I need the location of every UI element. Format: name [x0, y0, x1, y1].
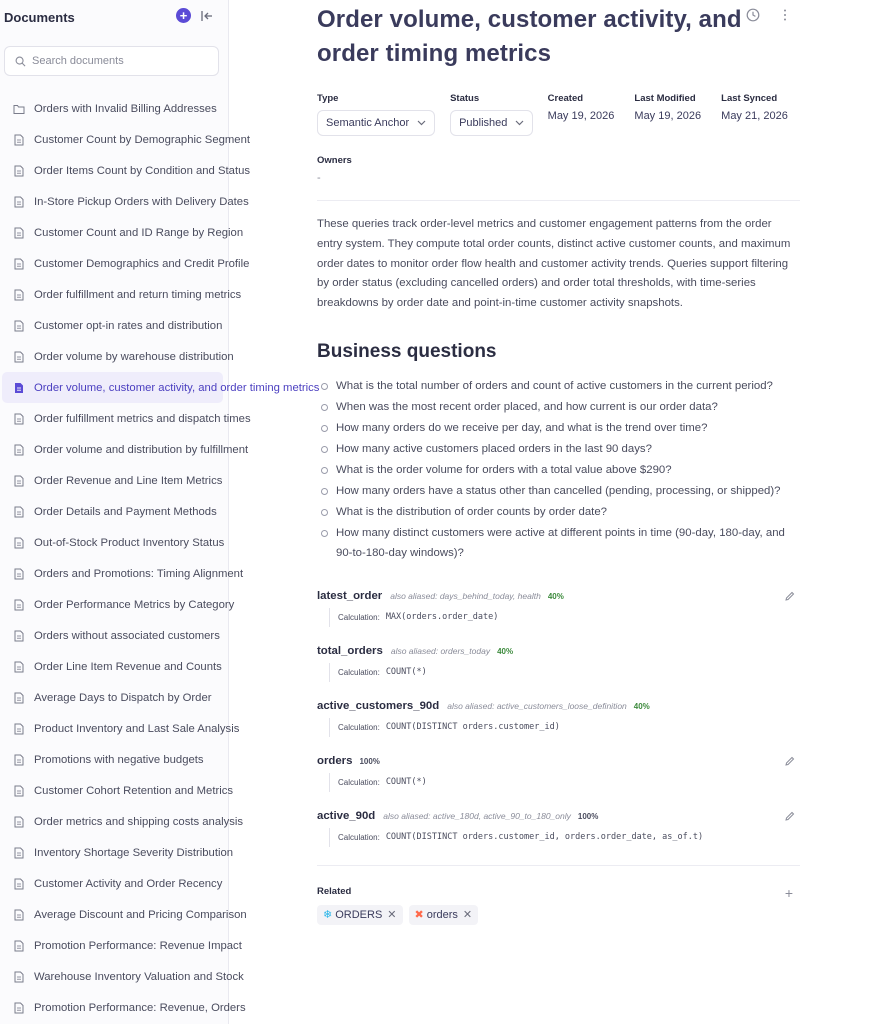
sidebar-item-label: Order Line Item Revenue and Counts — [34, 660, 222, 673]
business-question: What is the distribution of order counts by order date? — [335, 502, 800, 522]
sidebar-item[interactable] — [2, 93, 223, 124]
document-icon — [13, 847, 25, 859]
sidebar-item-label: Customer Cohort Retention and Metrics — [34, 784, 234, 797]
related-tag[interactable] — [409, 905, 479, 925]
metric-alias: also aliased: active_customers_loose_definition — [447, 700, 627, 711]
metric-calculation — [329, 663, 800, 682]
chevron-down-icon — [515, 120, 524, 126]
sidebar-item-label: Order volume and distribution by fulfillment — [34, 443, 249, 456]
metric-orders — [317, 755, 800, 792]
sidebar-item[interactable] — [2, 403, 251, 434]
document-icon — [13, 630, 25, 642]
search-box[interactable] — [4, 46, 219, 76]
sidebar-item-label: Customer Count by Demographic Segment — [34, 133, 250, 146]
synced-value: May 21, 2026 — [721, 110, 788, 122]
sidebar-item-label: Order metrics and shipping costs analysis — [34, 815, 244, 828]
metric-name[interactable]: active_90d — [317, 809, 376, 822]
sidebar-item[interactable] — [2, 744, 223, 775]
add-related-button[interactable]: + — [784, 884, 793, 901]
document-icon — [13, 723, 25, 735]
remove-tag-icon[interactable]: ✕ — [387, 909, 397, 922]
main-content — [241, 0, 872, 1024]
sidebar-item[interactable] — [2, 434, 249, 465]
calculation-label: Calculation: — [338, 777, 380, 787]
metadata-row — [317, 93, 800, 136]
document-icon — [13, 289, 25, 301]
sidebar-item[interactable] — [2, 372, 320, 403]
related-tags — [317, 905, 800, 925]
sidebar-item[interactable] — [2, 155, 251, 186]
document-icon — [13, 568, 25, 580]
sidebar-item-label: Customer Activity and Order Recency — [34, 877, 223, 890]
calculation-label: Calculation: — [338, 667, 380, 677]
metric-name[interactable]: latest_order — [317, 589, 383, 602]
metric-name[interactable]: orders — [317, 754, 353, 767]
sidebar-item[interactable] — [2, 186, 249, 217]
sidebar-item[interactable] — [2, 930, 242, 961]
sidebar-item-label: Product Inventory and Last Sale Analysis — [34, 722, 240, 735]
document-list — [0, 93, 320, 1023]
sidebar-title: Documents — [4, 9, 75, 25]
owners-field — [317, 155, 800, 184]
metric-calculation — [329, 773, 800, 792]
metric-confidence: 40% — [633, 701, 650, 711]
document-body — [317, 0, 800, 925]
document-icon — [13, 134, 25, 146]
sidebar-item-label: Order Revenue and Line Item Metrics — [34, 474, 223, 487]
sidebar-item-label: In-Store Pickup Orders with Delivery Dates — [34, 195, 249, 208]
modified-value: May 19, 2026 — [634, 110, 702, 122]
synced-label: Last Synced — [721, 93, 778, 104]
sidebar-item-label: Orders and Promotions: Timing Alignment — [34, 567, 244, 580]
remove-tag-icon[interactable]: ✕ — [462, 909, 473, 922]
collapse-sidebar-icon[interactable] — [200, 9, 214, 23]
sidebar-item-label: Out-of-Stock Product Inventory Status — [34, 536, 225, 549]
document-icon — [13, 320, 25, 332]
created-value: May 19, 2026 — [547, 110, 615, 122]
edit-pencil-icon[interactable] — [784, 811, 795, 822]
sidebar — [0, 0, 320, 1024]
metric-calculation — [329, 608, 800, 627]
metric-alias: also aliased: orders_today — [390, 645, 491, 656]
metric-total-orders — [317, 645, 800, 682]
document-icon — [13, 351, 25, 363]
sidebar-item[interactable] — [2, 620, 223, 651]
type-field — [317, 93, 450, 136]
sidebar-item-label: Order volume by warehouse distribution — [34, 350, 234, 363]
document-icon — [13, 165, 25, 177]
calculation-label: Calculation: — [338, 722, 380, 732]
edit-pencil-icon[interactable] — [784, 756, 795, 767]
business-question: How many distinct customers were active at different points in time (90-day, 180-day, and 90-to-180-day windows)? — [335, 523, 800, 563]
created-field — [548, 93, 635, 136]
document-icon — [13, 506, 25, 518]
metric-active-customers-90d — [317, 700, 800, 737]
dbt-icon: ✖ — [414, 909, 424, 922]
status-label: Status — [450, 93, 480, 104]
document-icon — [13, 878, 25, 890]
sidebar-item[interactable] — [2, 899, 247, 930]
description: These queries track order-level metrics and customer engagement patterns from the order entry system. They compute total order counts, distinct active customer counts, and maximum order dates to monitor order flow health and customer activity trends. Queries support filtering by order status (excluding cancelled orders) and order total thresholds, with time-series breakdowns by order date and point-in-time customer activity snapshots. — [317, 218, 791, 310]
metric-confidence: 100% — [359, 756, 380, 766]
metric-calculation — [329, 718, 800, 737]
sidebar-item[interactable] — [2, 837, 234, 868]
calculation-expression: COUNT(DISTINCT orders.customer_id) — [385, 722, 560, 733]
type-label: Type — [317, 93, 339, 104]
sidebar-header — [0, 0, 228, 34]
document-icon — [13, 196, 25, 208]
sidebar-item-label: Average Days to Dispatch by Order — [34, 691, 212, 704]
document-icon — [13, 971, 25, 983]
status-field — [450, 93, 548, 136]
business-question: What is the total number of orders and count of active customers in the current period? — [335, 376, 800, 396]
type-dropdown[interactable] — [317, 110, 435, 136]
sidebar-item[interactable] — [2, 589, 235, 620]
metric-name[interactable]: total_orders — [317, 644, 383, 657]
sidebar-item-label: Inventory Shortage Severity Distribution — [34, 846, 234, 859]
metric-header — [317, 755, 800, 767]
business-questions-list — [317, 376, 800, 563]
metric-alias: also aliased: active_180d, active_90_to_180_only — [383, 810, 571, 821]
status-dropdown[interactable] — [450, 110, 533, 136]
related-tag-label: orders — [426, 908, 458, 921]
sidebar-item[interactable] — [2, 992, 246, 1023]
modified-field — [634, 93, 721, 136]
related-section — [317, 865, 800, 925]
sidebar-item[interactable] — [2, 558, 244, 589]
document-icon — [13, 785, 25, 797]
divider — [317, 200, 800, 201]
add-document-button[interactable]: + — [176, 8, 191, 23]
status-value: Published — [459, 117, 508, 129]
metric-latest-order — [317, 590, 800, 627]
created-label: Created — [547, 93, 584, 104]
sidebar-item[interactable] — [2, 527, 223, 558]
metric-alias: also aliased: days_behind_today, health — [390, 590, 541, 601]
sidebar-item[interactable] — [2, 124, 250, 155]
sidebar-item-label: Order Details and Payment Methods — [34, 505, 217, 518]
sidebar-item[interactable] — [2, 775, 234, 806]
sidebar-item-label: Customer Count and ID Range by Region — [34, 226, 244, 239]
document-icon — [13, 1002, 25, 1014]
edit-pencil-icon[interactable] — [784, 591, 795, 602]
business-question: How many active customers placed orders in the last 90 days? — [335, 439, 800, 459]
related-label: Related — [317, 885, 352, 897]
sidebar-item-label: Average Discount and Pricing Comparison — [34, 908, 247, 921]
document-icon — [13, 692, 25, 704]
sidebar-item[interactable] — [2, 496, 223, 527]
document-icon — [13, 537, 25, 549]
sidebar-item[interactable] — [2, 248, 250, 279]
type-value: Semantic Anchor — [326, 117, 410, 129]
business-question: How many orders have a status other than cancelled (pending, processing, or shipped)? — [335, 481, 800, 501]
sidebar-item-label: Order fulfillment and return timing metrics — [34, 288, 242, 301]
sidebar-item-label: Promotions with negative budgets — [34, 753, 204, 766]
sidebar-item-label: Order volume, customer activity, and order timing metrics — [34, 381, 320, 394]
metric-calculation — [329, 828, 800, 847]
metric-confidence: 40% — [497, 646, 514, 656]
metrics-list — [317, 590, 800, 847]
calculation-expression: MAX(orders.order_date) — [385, 612, 499, 623]
search-input[interactable] — [32, 55, 202, 67]
sidebar-item[interactable] — [2, 651, 223, 682]
page-title: Order volume, customer activity, and order timing metrics — [317, 6, 742, 67]
document-icon — [13, 599, 25, 611]
metric-active-90d — [317, 810, 800, 847]
document-icon — [13, 413, 25, 425]
document-icon — [13, 382, 25, 394]
metric-header — [317, 810, 800, 822]
document-icon — [13, 258, 25, 270]
sidebar-item-label: Order fulfillment metrics and dispatch times — [34, 412, 251, 425]
sidebar-item[interactable] — [2, 217, 244, 248]
sidebar-item-label: Order Performance Metrics by Category — [34, 598, 235, 611]
sidebar-item[interactable] — [2, 868, 223, 899]
metric-name[interactable]: active_customers_90d — [317, 699, 440, 712]
metric-header — [317, 645, 800, 657]
related-tag-label: ORDERS — [335, 908, 383, 921]
document-icon — [13, 227, 25, 239]
sidebar-item[interactable] — [2, 465, 223, 496]
sidebar-item-label: Customer Demographics and Credit Profile — [34, 257, 250, 270]
sidebar-item-label: Promotion Performance: Revenue Impact — [34, 939, 242, 952]
snowflake-icon: ❄ — [323, 909, 333, 922]
sidebar-item-label: Order Items Count by Condition and Status — [34, 164, 251, 177]
owners-value[interactable]: - — [317, 172, 321, 184]
owners-label: Owners — [317, 155, 352, 166]
sidebar-item[interactable] — [2, 341, 234, 372]
document-icon — [13, 661, 25, 673]
business-question: When was the most recent order placed, and how current is our order data? — [335, 397, 800, 417]
synced-field — [721, 93, 800, 136]
calculation-expression: COUNT(DISTINCT orders.customer_id, orders.order_date, as_of.t) — [385, 832, 704, 843]
document-icon — [13, 754, 25, 766]
metric-header — [317, 590, 800, 602]
modified-label: Last Modified — [634, 93, 696, 104]
business-question: How many orders do we receive per day, and what is the trend over time? — [335, 418, 800, 438]
document-icon — [13, 444, 25, 456]
document-icon — [13, 940, 25, 952]
sidebar-item-label: Warehouse Inventory Valuation and Stock — [34, 970, 244, 983]
calculation-expression: COUNT(*) — [385, 667, 427, 678]
calculation-expression: COUNT(*) — [385, 777, 427, 788]
business-questions-heading: Business questions — [317, 340, 497, 362]
metric-header — [317, 700, 800, 712]
document-icon — [13, 816, 25, 828]
metric-confidence: 40% — [547, 591, 564, 601]
metric-confidence: 100% — [577, 811, 599, 821]
sidebar-item[interactable] — [2, 682, 223, 713]
sidebar-item-label: Orders without associated customers — [34, 629, 220, 642]
sidebar-item-label: Promotion Performance: Revenue, Orders — [34, 1001, 246, 1014]
sidebar-item[interactable] — [2, 806, 244, 837]
sidebar-item[interactable] — [2, 310, 223, 341]
search-icon — [15, 56, 26, 67]
sidebar-item-label: Orders with Invalid Billing Addresses — [34, 102, 217, 115]
sidebar-item-label: Customer opt-in rates and distribution — [34, 319, 223, 332]
business-question: What is the order volume for orders with a total value above $290? — [335, 460, 800, 480]
folder-icon — [13, 103, 25, 115]
calculation-label: Calculation: — [338, 832, 380, 842]
document-icon — [13, 909, 25, 921]
sidebar-item[interactable] — [2, 961, 244, 992]
sidebar-item[interactable] — [2, 279, 242, 310]
related-tag[interactable] — [317, 905, 403, 925]
sidebar-item[interactable] — [2, 713, 240, 744]
document-icon — [13, 475, 25, 487]
chevron-down-icon — [417, 120, 426, 126]
calculation-label: Calculation: — [338, 612, 380, 622]
